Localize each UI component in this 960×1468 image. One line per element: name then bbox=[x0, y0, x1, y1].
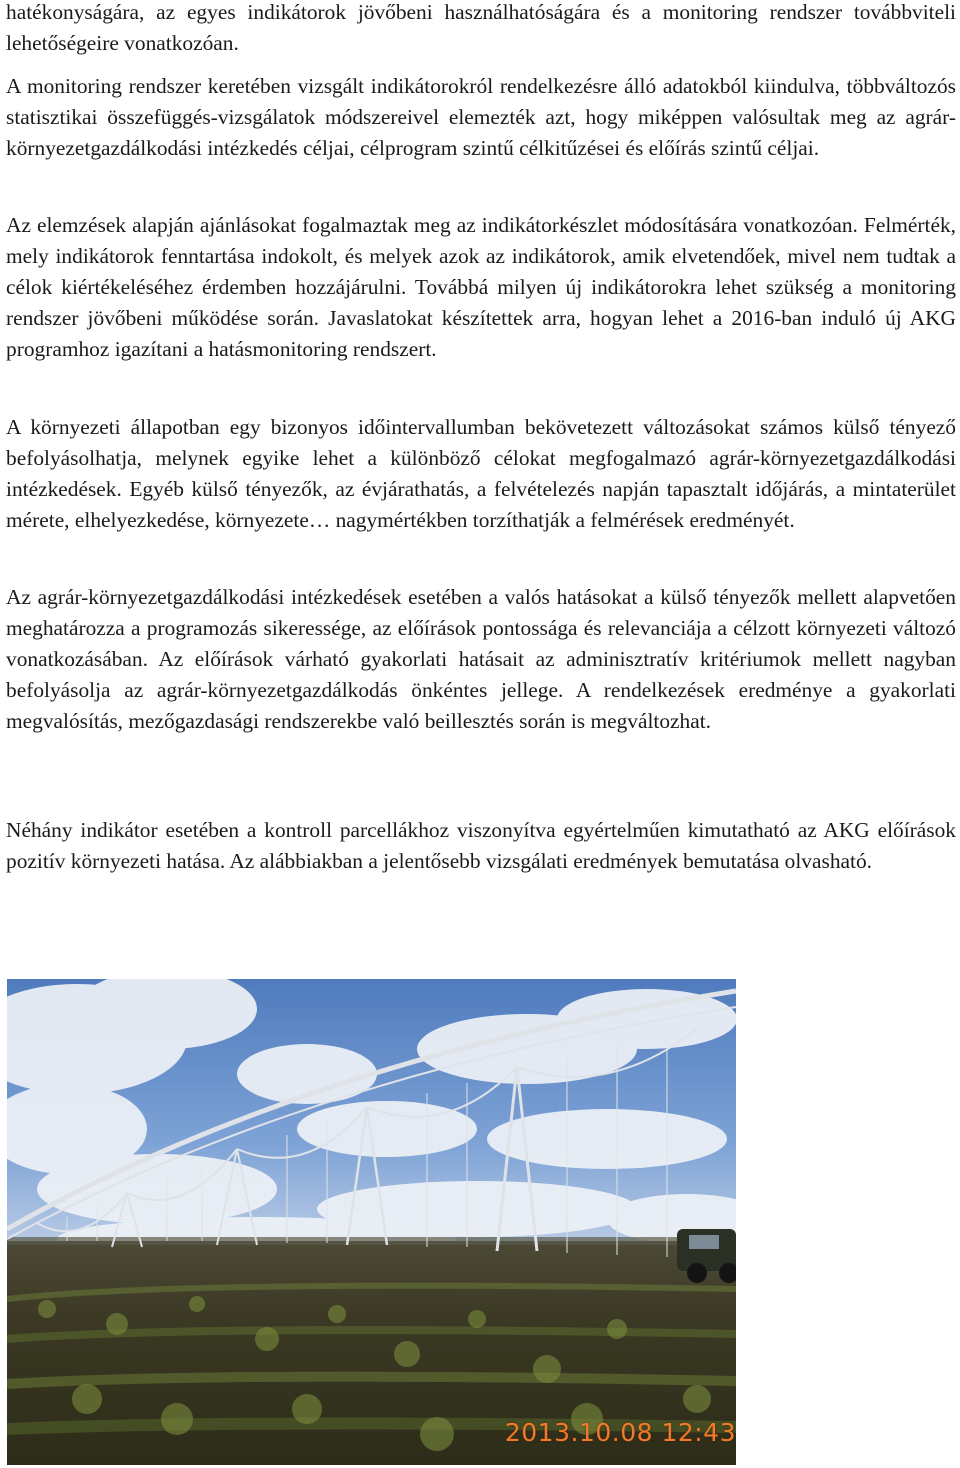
paragraph-external-factors: A környezeti állapotban egy bizonyos időintervallumban bekövetezett változásokat számos külső tényező befolyásolhatja, melynek egyike lehet a különböző célokat megfogalmazó agrár-környezetgazdálkodási intézkedések. Egyéb külső tényezők, az évjárathatás, a felvételezés napján tapasztalt időjárás, a mintaterület mérete, elhelyezkedése, környezete… nagymértékben torzíthatják a felmérések eredményét. bbox=[6, 415, 956, 532]
irrigation-field-photo bbox=[7, 979, 736, 1465]
paragraph-agri-environment-measures: Az agrár-környezetgazdálkodási intézkedések esetében a valós hatásokat a külső tényezők mellett alapvetően meghatározza a programozás sikeressége, az előírások pontossága és relevanciája a célzott környezeti változó vonatkozásában. Az előírások várható gyakorlati hatásait az adminisztratív kritériumok mellett nagyban befolyásolja az agrár-környezetgazdálkodás önkéntes jellege. A rendelkezések eredménye a gyakorlati megvalósítás, mezőgazdasági rendszerekbe való beillesztés során is megváltozhat. bbox=[6, 585, 956, 733]
paragraph-intro-continuation: hatékonyságára, az egyes indikátorok jövőbeni használhatóságára és a monitoring rendszer továbbviteli lehetőségeire vonatkozóan. bbox=[6, 0, 956, 55]
paragraph-indicator-results: Néhány indikátor esetében a kontroll parcellákhoz viszonyítva egyértelműen kimutatható az AKG előírások pozitív környezeti hatása. Az alábbiakban a jelentősebb vizsgálati eredmények bemutatása olvasható. bbox=[6, 818, 956, 873]
horizon-line bbox=[7, 1237, 736, 1245]
photo-timestamp: 2013.10.08 12:43 bbox=[504, 1418, 736, 1447]
photo-illustration bbox=[7, 979, 736, 1465]
paragraph-recommendations: Az elemzések alapján ajánlásokat fogalmaztak meg az indikátorkészlet módosítására vonatkozóan. Felmérték, mely indikátorok fenntartása indokolt, és melyek azok az indikátorok, amik elvetendőek, mivel nem tudtak a célok kiértékeléséhez érdemben hozzájárulni. Továbbá milyen új indikátorokra lehet szükség a monitoring rendszer jövőbeni működése során. Javaslatokat készítettek arra, hogyan lehet a 2016-ban induló új AKG programhoz igazítani a hatásmonitoring rendszert. bbox=[6, 213, 956, 361]
paragraph-statistical-analysis: A monitoring rendszer keretében vizsgált indikátorokról rendelkezésre álló adatokból kiindulva, többváltozós statisztikai összefüggés-vizsgálatok módszereivel elemezték azt, hogy miképpen valósultak meg az agrár-környezetgazdálkodási intézkedés céljai, célprogram szintű célkitűzései és előírás szintű céljai. bbox=[6, 74, 956, 160]
